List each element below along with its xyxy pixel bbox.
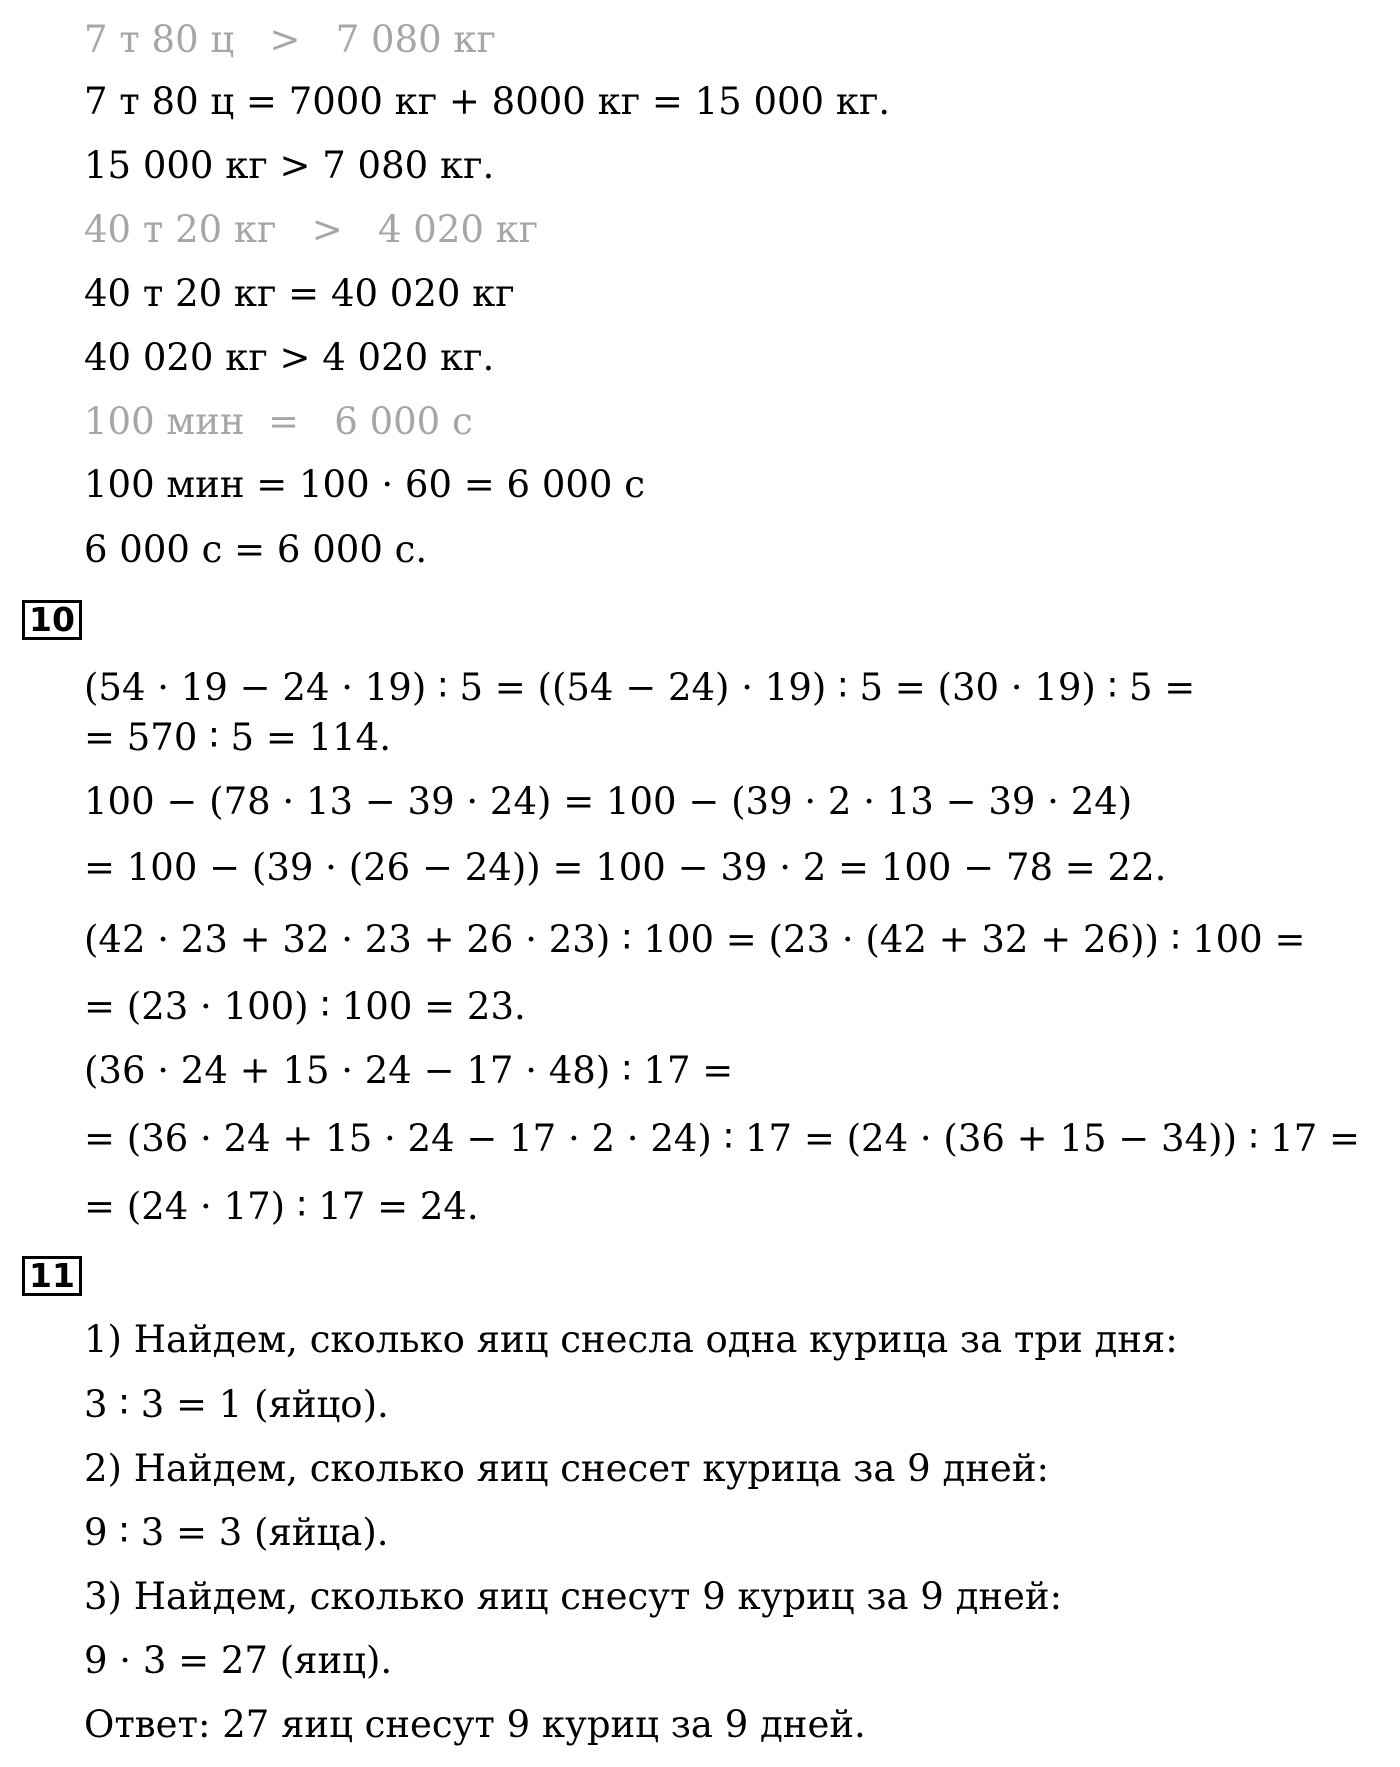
solution-line-9: 6 000 с = 6 000 с.: [84, 528, 428, 571]
task10-line-7: (36 · 24 + 15 · 24 − 17 · 48) ∶ 17 =: [84, 1049, 734, 1092]
task11-line-6: 9 · 3 = 27 (яиц).: [84, 1639, 393, 1682]
task11-line-3: 2) Найдем, сколько яиц снесет курица за 9 дней:: [84, 1447, 1049, 1490]
task10-line-1: (54 · 19 − 24 · 19) ∶ 5 = ((54 − 24) · 19) ∶ 5 = (30 · 19) ∶ 5 =: [84, 666, 1196, 709]
task-number-11: 11: [22, 1256, 82, 1296]
solution-line-6: 40 020 кг > 4 020 кг.: [84, 336, 495, 379]
task10-line-2: = 570 ∶ 5 = 114.: [84, 716, 391, 759]
solution-line-5: 40 т 20 кг = 40 020 кг: [84, 272, 515, 315]
comparison-line-7: 100 мин = 6 000 с: [84, 400, 473, 443]
task11-answer: Ответ: 27 яиц снесут 9 куриц за 9 дней.: [84, 1703, 866, 1746]
task-number-10: 10: [22, 600, 82, 640]
task10-line-4: = 100 − (39 · (26 − 24)) = 100 − 39 · 2 = 100 − 78 = 22.: [84, 846, 1167, 889]
task11-line-1: 1) Найдем, сколько яиц снесла одна курица за три дня:: [84, 1318, 1178, 1361]
solution-line-8: 100 мин = 100 · 60 = 6 000 с: [84, 463, 645, 506]
comparison-line-4: 40 т 20 кг > 4 020 кг: [84, 208, 539, 251]
task11-line-4: 9 ∶ 3 = 3 (яйца).: [84, 1511, 389, 1554]
comparison-line-1: 7 т 80 ц > 7 080 кг: [84, 18, 496, 61]
task11-line-5: 3) Найдем, сколько яиц снесут 9 куриц за 9 дней:: [84, 1575, 1063, 1618]
solution-line-3: 15 000 кг > 7 080 кг.: [84, 144, 495, 187]
task10-line-6: = (23 · 100) ∶ 100 = 23.: [84, 985, 526, 1028]
task10-line-8: = (36 · 24 + 15 · 24 − 17 · 2 · 24) ∶ 17 = (24 · (36 + 15 − 34)) ∶ 17 =: [84, 1117, 1360, 1160]
solution-line-2: 7 т 80 ц = 7000 кг + 8000 кг = 15 000 кг.: [84, 80, 891, 123]
task10-line-3: 100 − (78 · 13 − 39 · 24) = 100 − (39 · 2 · 13 − 39 · 24): [84, 780, 1133, 823]
task11-line-2: 3 ∶ 3 = 1 (яйцо).: [84, 1383, 389, 1426]
task10-line-5: (42 · 23 + 32 · 23 + 26 · 23) ∶ 100 = (23 · (42 + 32 + 26)) ∶ 100 =: [84, 918, 1306, 961]
task10-line-9: = (24 · 17) ∶ 17 = 24.: [84, 1185, 479, 1228]
